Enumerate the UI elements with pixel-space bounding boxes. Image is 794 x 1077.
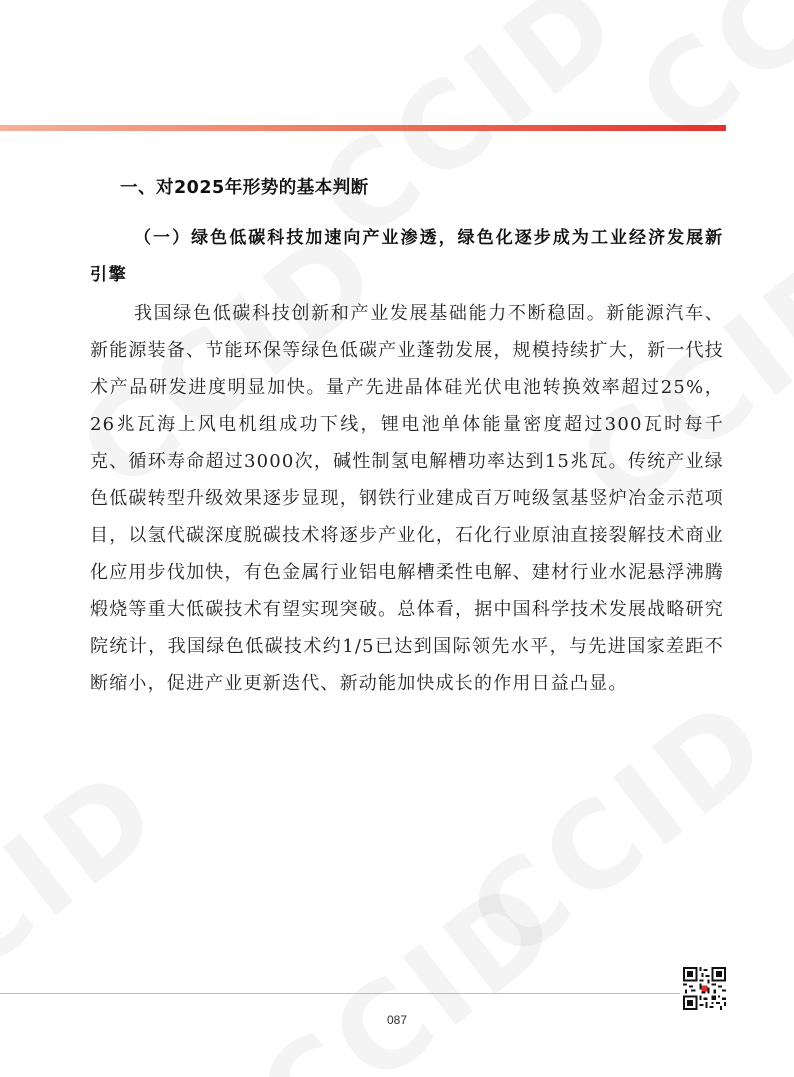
subsection-heading: （一）绿色低碳科技加速向产业渗透，绿色化逐步成为工业经济发展新引擎 — [90, 228, 724, 285]
body-paragraph: 我国绿色低碳科技创新和产业发展基础能力不断稳固。新能源汽车、新能源装备、节能环保等绿色低碳产业蓬勃发展，规模持续扩大，新一代技术产品研发进度明显加快。量产先进晶体硅光伏电池转换效率超过25%，26兆瓦海上风电机组成功下线，锂电池单体能量密度超过300瓦时每千克、循环寿命超过3000次，碱性制氢电解槽功率达到15兆瓦。传统产业绿色低碳转型升级效果逐步显现，钢铁行业建成百万吨级氢基竖炉冶金示范项目，以氢代碳深度脱碳技术将逐步产业化，石化行业原油直接裂解技术商业化应用步伐加快，有色金属行业铝电解槽柔性电解、建材行业水泥悬浮沸腾煅烧等重大低碳技术有望实现突破。总体看，据中国科学技术发展战略研究院统计，我国绿色低碳技术约1/5已达到国际领先水平，与先进国家差距不断缩小，促进产业更新迭代、新动能加快成长的作用日益凸显。 — [90, 303, 724, 694]
page-number: 087 — [386, 1013, 408, 1027]
footer-rule — [0, 993, 680, 994]
watermark-text — [613, 0, 794, 168]
section-heading: 一、对2025年形势的基本判断 — [120, 178, 369, 198]
watermark-text — [443, 670, 794, 987]
watermark-text — [0, 740, 186, 1057]
qr-code-icon — [683, 967, 726, 1010]
header-gradient-rule — [0, 125, 726, 131]
watermark-text — [233, 850, 585, 1077]
